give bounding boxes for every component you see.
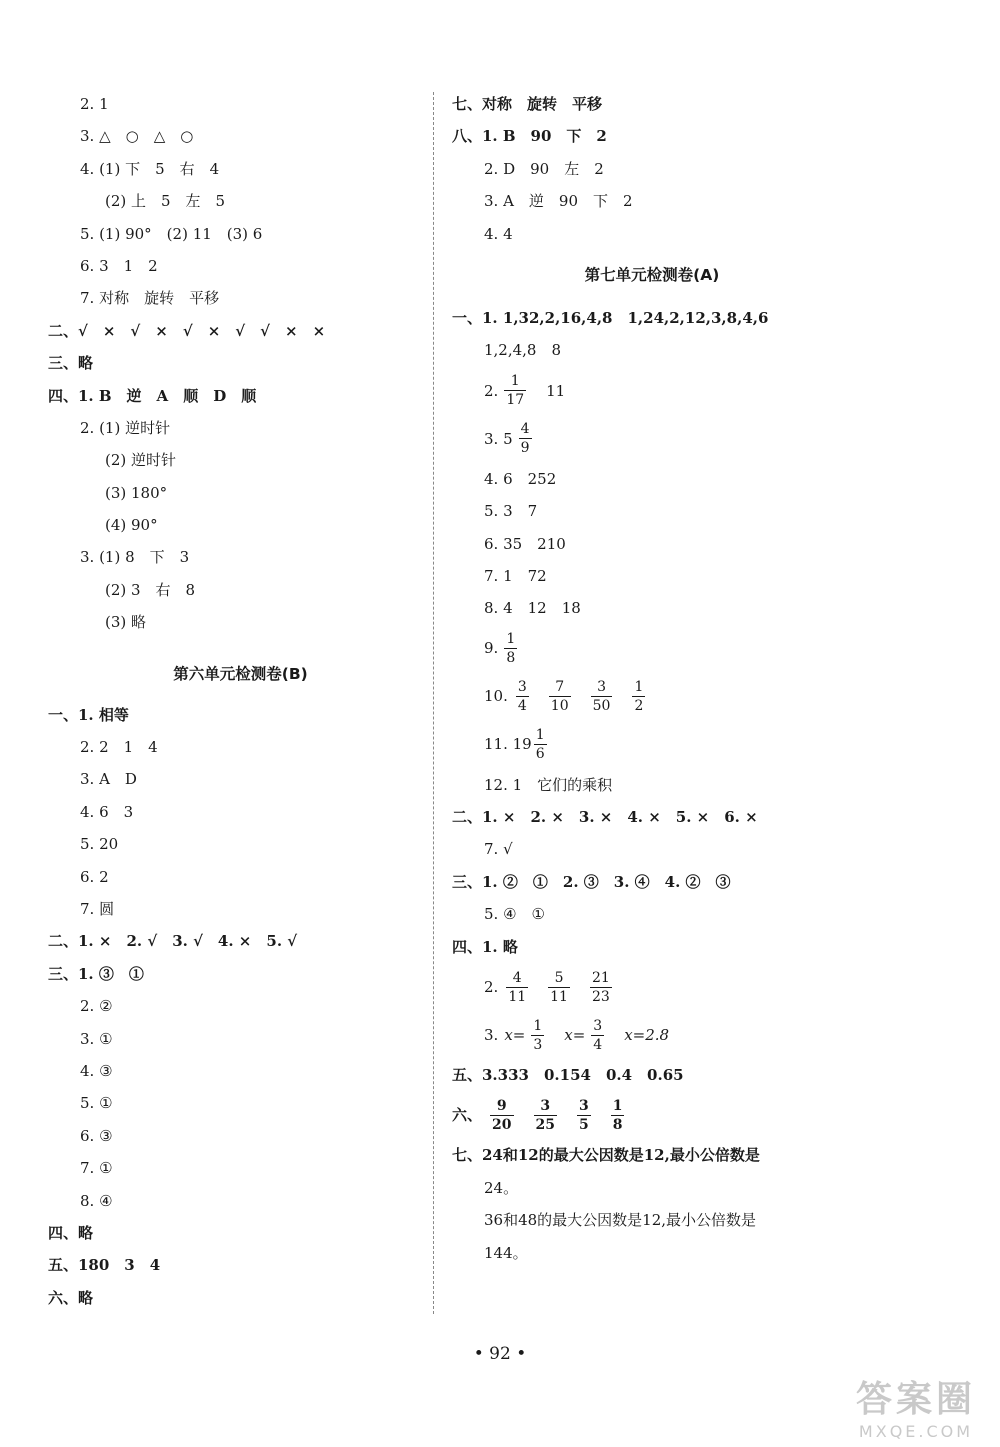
unit7a-answers-4-8 <box>452 463 852 625</box>
denominator: 11 <box>508 988 527 1005</box>
answer-line: 3. ① <box>80 1029 113 1048</box>
watermark-text: 答案圈 <box>855 1379 976 1420</box>
answer-line: 3. △ ○ △ ○ <box>80 127 194 146</box>
answer-line-q9 <box>452 625 852 673</box>
numerator: 4 <box>512 969 522 986</box>
question-label: 3. <box>484 1025 499 1044</box>
answer-line-q2 <box>452 367 852 415</box>
fraction <box>591 1017 604 1054</box>
unit7a-section7 <box>452 1139 852 1269</box>
answer-line: 7. 对称 旋转 平移 <box>80 289 220 308</box>
answer-line: (2) 3 右 8 <box>105 580 196 599</box>
answer-line: 3. A D <box>80 770 137 789</box>
answer-line: 4. 6 3 <box>80 802 134 821</box>
right-column <box>452 88 852 1269</box>
numerator: 3 <box>578 1097 589 1114</box>
answer-line: (3) 略 <box>105 613 147 632</box>
question-label: 11. 19 <box>484 735 532 754</box>
equation: x=2.8 <box>624 1025 670 1044</box>
question-label: 2. <box>484 381 499 400</box>
answer-line: 7. 1 72 <box>484 566 547 585</box>
watermark-url: MXQE.COM <box>858 1422 974 1441</box>
answer-line: 1,2,4,8 8 <box>484 341 562 360</box>
answer-line: 6. 3 1 2 <box>80 256 158 275</box>
fraction <box>549 678 571 715</box>
fraction <box>516 678 529 715</box>
answer-line: 5. (1) 90° (2) 11 (3) 6 <box>80 224 263 243</box>
answer-line-s4q2 <box>452 963 852 1011</box>
answer-line-q3 <box>452 415 852 463</box>
answer-line: 二、√ × √ × √ × √ √ × × <box>48 321 326 340</box>
answer-line: 144。 <box>484 1243 528 1262</box>
answer-line: 2. (1) 逆时针 <box>80 418 171 437</box>
denominator: 6 <box>535 746 545 763</box>
fraction <box>534 1097 557 1134</box>
answer-line: 4. (1) 下 5 右 4 <box>80 159 220 178</box>
numerator: 5 <box>554 969 564 986</box>
numerator: 21 <box>591 969 610 986</box>
answer-line: 4. 4 <box>484 224 513 243</box>
equation-lhs: x= <box>564 1025 586 1044</box>
answer-line: 2. D 90 左 2 <box>484 159 604 178</box>
denominator: 2 <box>634 698 644 715</box>
unit7a-heading: 第七单元检测卷(A) <box>584 265 720 284</box>
answer-line-s6 <box>452 1091 852 1139</box>
numerator: 1 <box>533 1017 543 1034</box>
fraction <box>506 969 528 1006</box>
answer-line: 五、180 3 4 <box>48 1256 161 1275</box>
answer-line: 5. ④ ① <box>484 905 545 924</box>
denominator: 10 <box>550 698 569 715</box>
numerator: 9 <box>496 1097 507 1114</box>
answer-line: 7. ① <box>80 1159 113 1178</box>
fraction <box>548 969 570 1006</box>
question-label: 9. <box>484 639 499 658</box>
answer-line: 6. 35 210 <box>484 534 566 553</box>
answer-line: 2. 2 1 4 <box>80 738 158 757</box>
denominator: 3 <box>533 1036 543 1053</box>
numerator: 1 <box>506 631 516 648</box>
unit6a-answers-tail <box>452 88 852 250</box>
denominator: 4 <box>593 1036 603 1053</box>
answer-line: 三、1. ③ ① <box>48 964 144 983</box>
section-label: 六、 <box>452 1106 483 1125</box>
denominator: 8 <box>612 1116 623 1133</box>
denominator: 9 <box>520 440 530 457</box>
fraction <box>504 372 526 409</box>
answer-line-q11 <box>452 721 852 769</box>
numerator: 7 <box>555 679 565 696</box>
answer-line: 2. ② <box>80 997 113 1016</box>
answer-line: 三、1. ② ① 2. ③ 3. ④ 4. ② ③ <box>452 872 731 891</box>
column-divider <box>433 92 434 1314</box>
fraction <box>611 1097 625 1134</box>
fraction <box>591 678 613 715</box>
answer-line: 二、1. × 2. √ 3. √ 4. × 5. √ <box>48 932 298 951</box>
question-label: 10. <box>484 687 508 706</box>
answer-line: (4) 90° <box>105 516 158 535</box>
answer-line: 一、1. 1,32,2,16,4,8 1,24,2,12,3,8,4,6 <box>452 308 769 327</box>
answer-line: 四、1. 略 <box>452 937 518 956</box>
answer-line: 二、1. × 2. × 3. × 4. × 5. × 6. × <box>452 808 758 827</box>
unit6a-answers-end <box>48 88 433 639</box>
numerator: 3 <box>517 679 527 696</box>
fraction <box>577 1097 591 1134</box>
answer-line: 七、对称 旋转 平移 <box>452 95 603 113</box>
numerator: 1 <box>510 373 520 390</box>
question-label: 2. <box>484 977 499 996</box>
answer-line-s5: 五、3.333 0.154 0.4 0.65 <box>452 1066 684 1085</box>
denominator: 4 <box>517 698 527 715</box>
answer-line: 一、1. 相等 <box>48 705 129 724</box>
answer-line: 4. ③ <box>80 1061 113 1080</box>
denominator: 50 <box>592 698 611 715</box>
fraction <box>590 969 612 1006</box>
answer-line: 5. 3 7 <box>484 502 538 521</box>
answer-line: 8. 4 12 18 <box>484 599 581 618</box>
answer-line: 四、1. B 逆 A 顺 D 顺 <box>48 386 257 405</box>
answer-line: 四、略 <box>48 1223 94 1242</box>
fraction <box>632 678 645 715</box>
answer-line: 6. 2 <box>80 867 109 886</box>
answer-line: 6. ③ <box>80 1126 113 1145</box>
answer-line: 3. (1) 8 下 3 <box>80 548 190 567</box>
answer-line: 12. 1 它们的乘积 <box>484 775 613 794</box>
page-number: • 92 • <box>473 1344 527 1364</box>
unit6b-heading: 第六单元检测卷(B) <box>173 664 308 683</box>
fraction <box>504 630 517 667</box>
answer-line: 七、24和12的最大公因数是12,最小公倍数是 <box>452 1146 760 1165</box>
fraction <box>531 1017 544 1054</box>
answer-line: 5. 20 <box>80 835 119 854</box>
question-label: 3. 5 <box>484 429 513 448</box>
answer-line: 8. ④ <box>80 1191 113 1210</box>
answer-line: 24。 <box>484 1178 519 1197</box>
denominator: 11 <box>550 988 568 1005</box>
fraction <box>534 726 547 763</box>
answer-line: 36和48的最大公因数是12,最小公倍数是 <box>484 1211 757 1230</box>
denominator: 20 <box>492 1116 512 1133</box>
answer-line: (2) 上 5 左 5 <box>105 192 226 211</box>
answer-line: 八、1. B 90 下 2 <box>452 127 607 146</box>
answer-line: 三、略 <box>48 354 94 373</box>
answer-line-s4q3 <box>452 1011 852 1059</box>
answer-line: (3) 180° <box>105 483 168 502</box>
equation-lhs: x= <box>504 1025 526 1044</box>
answer-line: 7. √ <box>484 840 513 859</box>
denominator: 23 <box>591 988 610 1005</box>
numerator: 3 <box>597 679 606 696</box>
answer-line: 3. A 逆 90 下 2 <box>484 192 633 211</box>
fraction <box>519 420 532 457</box>
answer-line: 六、略 <box>48 1288 94 1307</box>
answer-line: 4. 6 252 <box>484 469 557 488</box>
numerator: 3 <box>540 1097 551 1114</box>
numerator: 1 <box>535 727 545 744</box>
answer-line: (2) 逆时针 <box>105 451 177 470</box>
denominator: 8 <box>506 650 516 667</box>
left-column <box>48 88 433 1314</box>
answer-line: 2. 1 <box>80 95 109 113</box>
answer-line-q10 <box>452 673 852 721</box>
numerator: 1 <box>612 1097 623 1114</box>
denominator: 25 <box>535 1116 555 1133</box>
answer-line: 5. ① <box>80 1094 113 1113</box>
numerator: 1 <box>634 679 644 696</box>
numerator: 4 <box>520 421 530 438</box>
answer-line: 7. 圆 <box>80 899 115 918</box>
watermark-logo <box>856 1371 976 1441</box>
unit6b-answers <box>48 699 433 1314</box>
denominator: 17 <box>506 392 525 409</box>
denominator: 5 <box>578 1116 589 1133</box>
unit7a-answers-mid <box>452 769 852 963</box>
answer-value: 11 <box>546 381 566 400</box>
numerator: 3 <box>593 1017 603 1034</box>
fraction <box>490 1097 513 1134</box>
